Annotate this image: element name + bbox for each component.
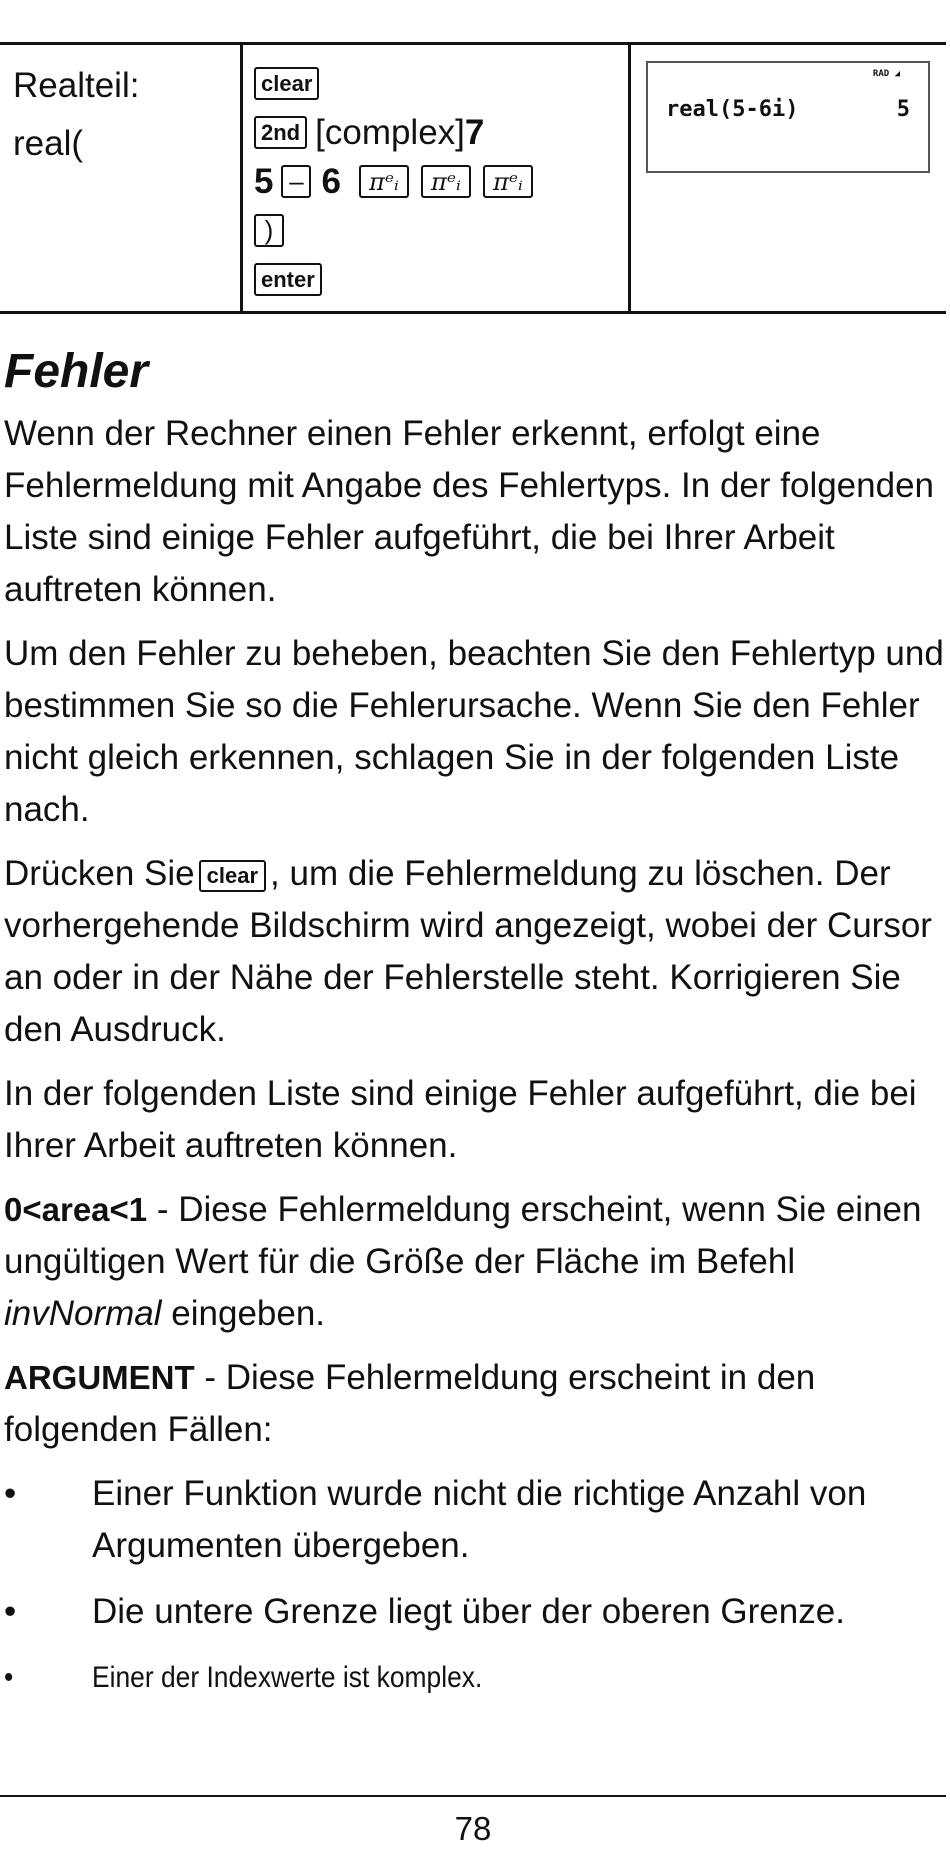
section-heading: Fehler <box>4 345 149 398</box>
key-sequence-table <box>0 42 946 314</box>
error-entry <box>4 1184 944 1340</box>
key-six: 6 <box>321 161 341 201</box>
error-entry <box>4 1352 944 1456</box>
bullet-icon: • <box>4 1474 17 1513</box>
section-body <box>4 408 944 1718</box>
paragraph-text: Drücken Sie <box>4 854 195 893</box>
second-key: 2nd <box>254 116 307 149</box>
table-divider <box>240 45 243 311</box>
key-seven: 7 <box>464 112 485 152</box>
table-divider <box>628 45 631 311</box>
list-item <box>4 1468 944 1572</box>
error-term: ARGUMENT <box>4 1359 195 1396</box>
pi-key: πᵉᵢ <box>483 165 533 198</box>
screen-result: 5 <box>896 97 910 122</box>
paragraph: Wenn der Rechner einen Fehler erkennt, erfolgt eine Fehlermeldung mit Angabe des Fehlertyps. In der folgenden Liste sind einige Fehler aufgeführt, die bei Ihrer Arbeit auftreten können. <box>4 414 935 609</box>
description-line: real( <box>13 124 84 163</box>
clear-key: clear <box>199 860 266 892</box>
bullet-icon: • <box>4 1661 14 1694</box>
bullet-icon: • <box>4 1592 17 1631</box>
table-description-cell <box>13 57 139 173</box>
screen-status-indicator: RAD ◢ <box>872 69 900 79</box>
minus-key: – <box>281 165 311 198</box>
table-keys-cell <box>254 59 614 304</box>
footer-divider <box>0 1795 946 1797</box>
error-description: - Diese Fehlermeldung erscheint, wenn Sie einen ungültigen Wert für die Größe der Fläche im Befehl <box>4 1190 922 1281</box>
list-item-text: Einer der Indexwerte ist komplex. <box>92 1661 483 1694</box>
paragraph <box>4 848 944 1056</box>
list-item-text: Die untere Grenze liegt über der oberen Grenze. <box>92 1592 845 1631</box>
list-item <box>4 1652 831 1704</box>
list-item <box>4 1586 944 1638</box>
key-five: 5 <box>254 161 274 201</box>
pi-key: πᵉᵢ <box>421 165 471 198</box>
command-name: invNormal <box>4 1294 162 1333</box>
pi-key: πᵉᵢ <box>359 165 409 198</box>
error-term: 0<area<1 <box>4 1191 148 1228</box>
paragraph: Um den Fehler zu beheben, beachten Sie den Fehlertyp und bestimmen Sie so die Fehlerursache. Wenn Sie den Fehler nicht gleich erkennen, schlagen Sie in der folgenden Liste nach. <box>4 634 944 829</box>
list-item-text: Einer Funktion wurde nicht die richtige Anzahl von Argumenten übergeben. <box>92 1474 867 1565</box>
screen-expression: real(5-6i) <box>666 97 799 122</box>
enter-key: enter <box>254 263 322 296</box>
paragraph-text: , um die Fehlermeldung zu löschen. Der vorhergehende Bildschirm wird angezeigt, wobei der Cursor an oder in der Nähe der Fehlerstelle steht. Korrigieren Sie den Ausdruck. <box>4 854 932 1049</box>
complex-menu-label: [complex] <box>315 112 465 152</box>
page-number: 78 <box>454 1810 492 1847</box>
calculator-screen <box>646 61 930 173</box>
error-description: eingeben. <box>161 1294 326 1333</box>
error-description: - Diese Fehlermeldung erscheint in den folgenden Fällen: <box>4 1358 816 1449</box>
paragraph: In der folgenden Liste sind einige Fehler aufgeführt, die bei Ihrer Arbeit auftreten können. <box>4 1074 917 1165</box>
clear-key: clear <box>254 67 319 100</box>
close-paren-key: ) <box>254 214 284 247</box>
description-line: Realteil: <box>13 66 140 105</box>
